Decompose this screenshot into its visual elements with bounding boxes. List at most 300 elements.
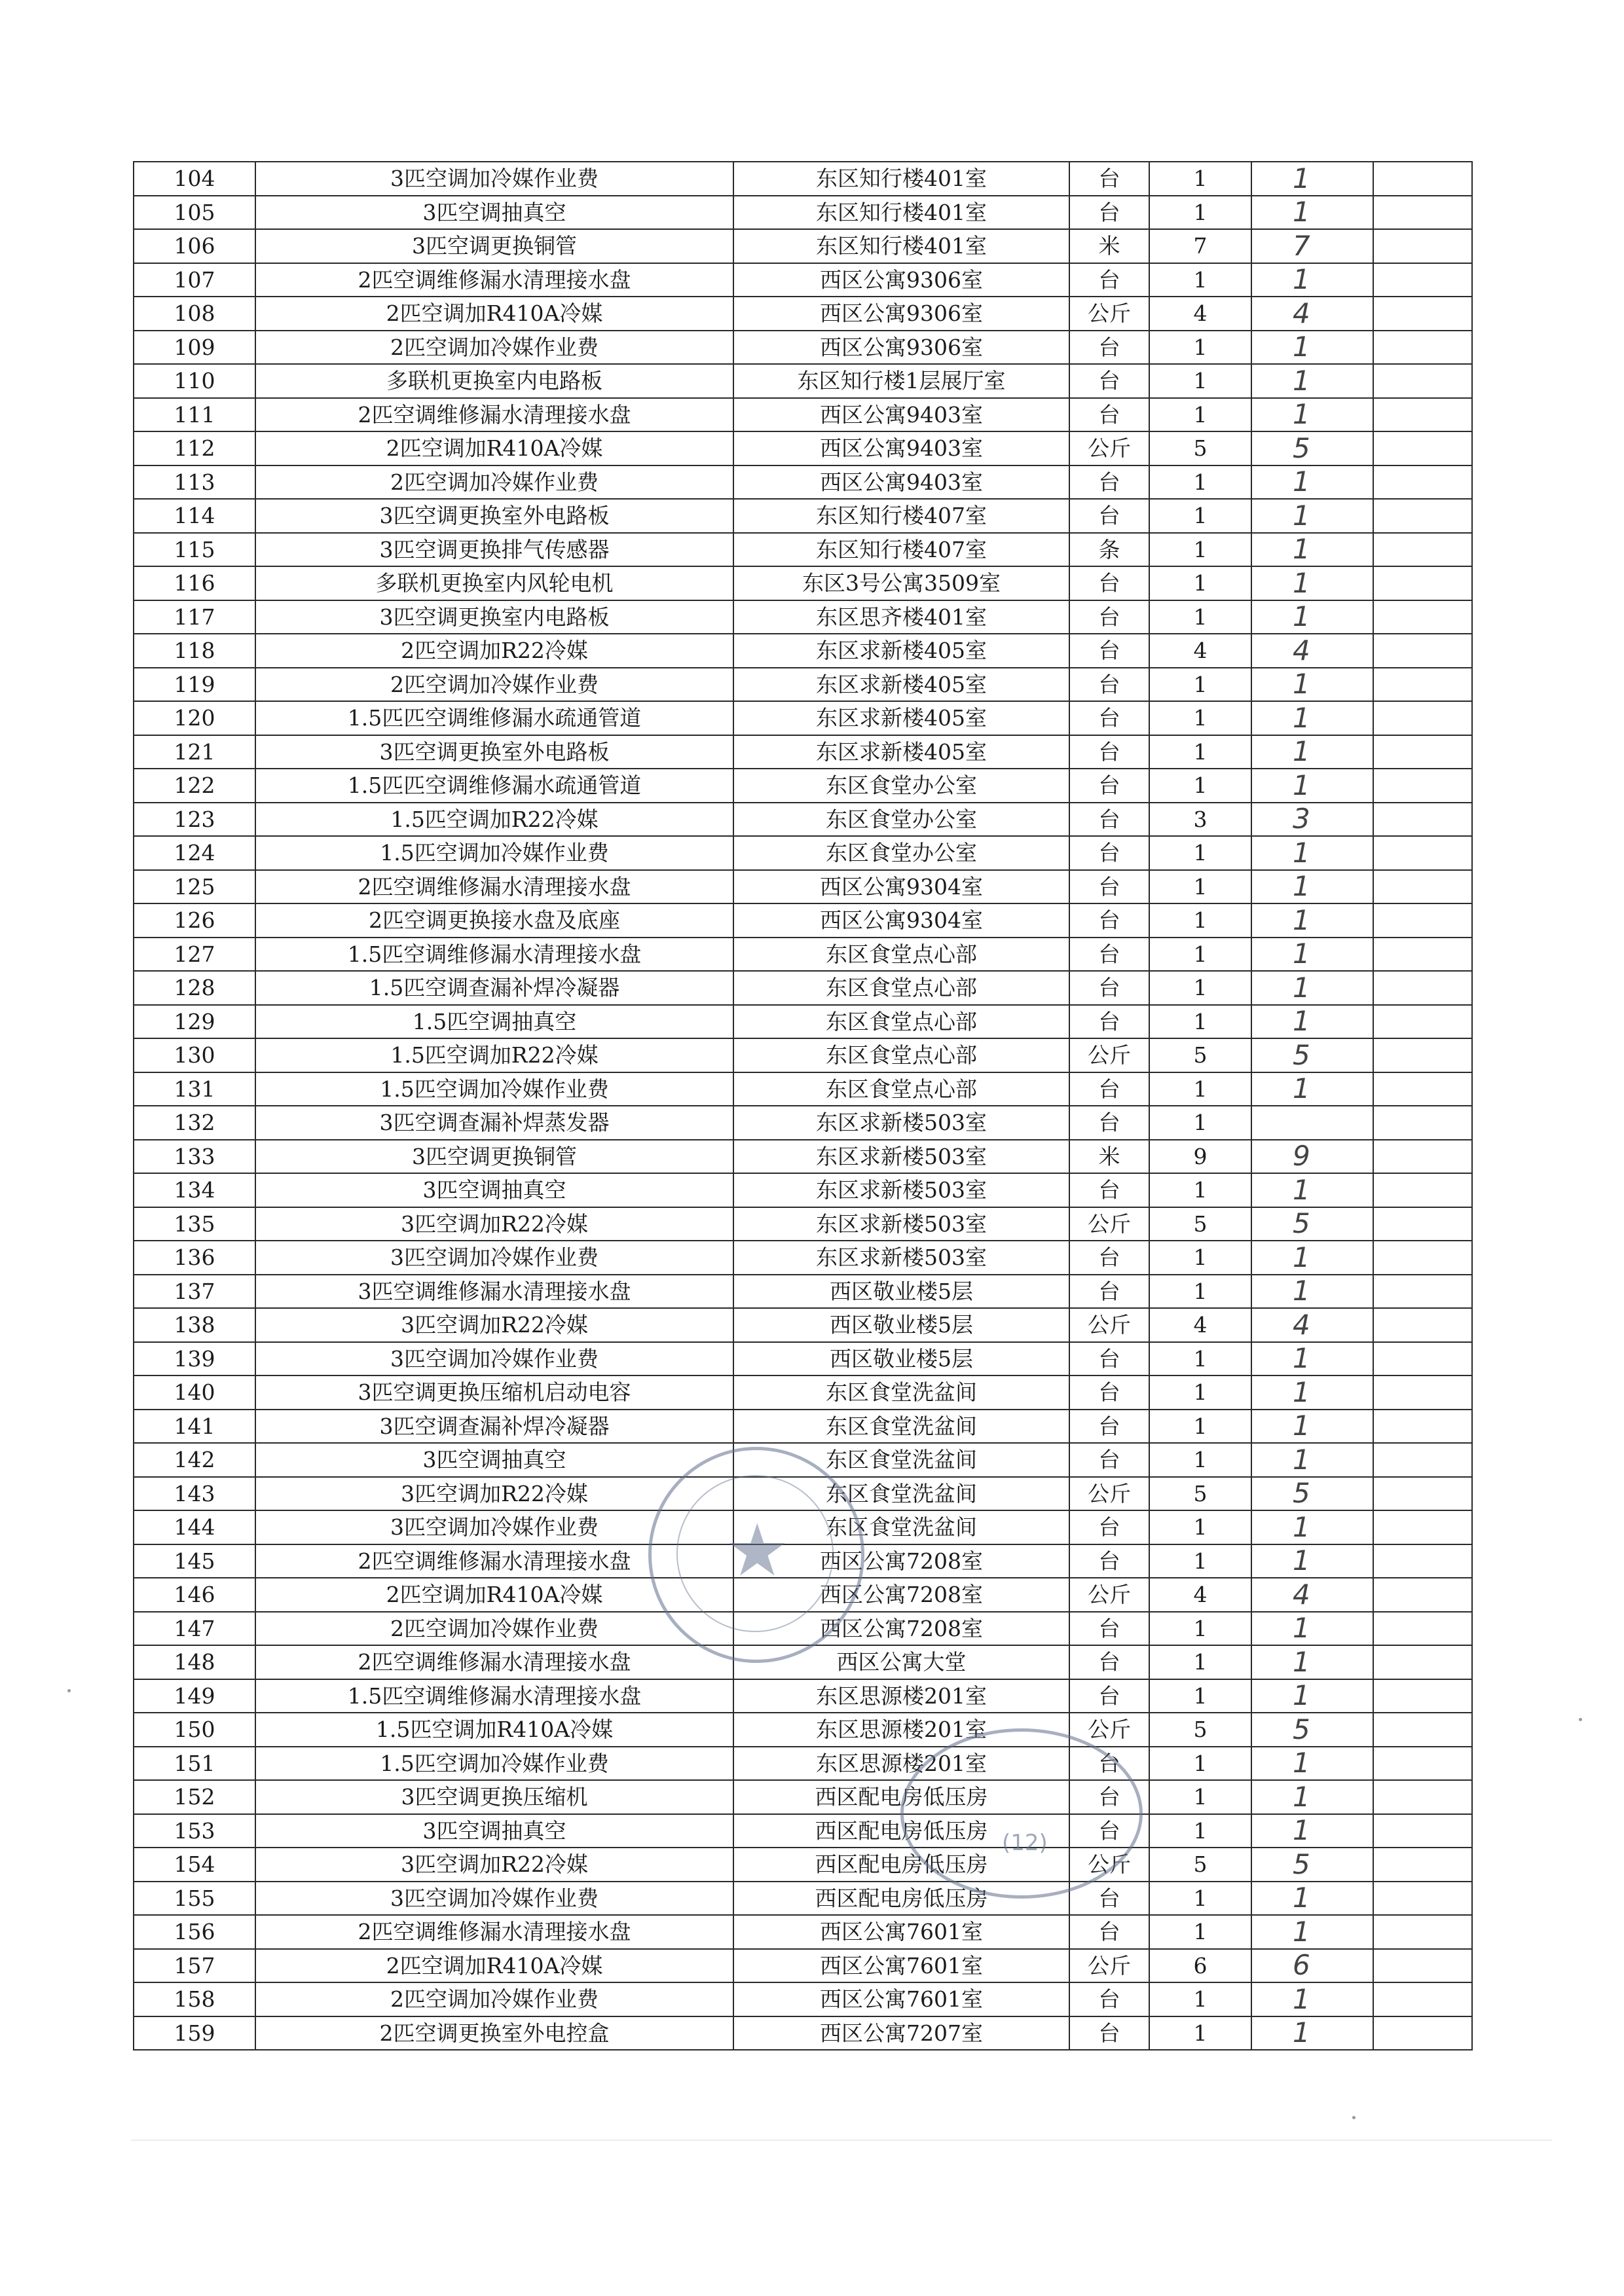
remarks-cell	[1373, 1949, 1472, 1983]
quantity-cell: 7	[1149, 229, 1251, 263]
row-number-cell: 111	[134, 398, 255, 432]
remarks-cell	[1373, 1308, 1472, 1342]
table-row	[134, 1982, 1472, 2016]
unit-cell: 台	[1069, 499, 1149, 533]
unit-cell: 台	[1069, 1275, 1149, 1309]
unit-cell: 台	[1069, 1173, 1149, 1207]
item-description-cell: 1.5匹空调维修漏水清理接水盘	[255, 938, 733, 972]
row-number-cell: 137	[134, 1275, 255, 1309]
unit-cell: 台	[1069, 600, 1149, 634]
table-row	[134, 1410, 1472, 1444]
handwritten-check-cell: 5	[1251, 1477, 1373, 1511]
quantity-cell: 5	[1149, 1477, 1251, 1511]
item-description-cell: 3匹空调加冷媒作业费	[255, 1882, 733, 1916]
row-number-cell: 107	[134, 263, 255, 297]
unit-cell: 台	[1069, 1005, 1149, 1039]
remarks-cell	[1373, 465, 1472, 500]
item-description-cell: 1.5匹空调维修漏水清理接水盘	[255, 1679, 733, 1713]
unit-cell: 台	[1069, 971, 1149, 1005]
location-cell: 东区求新楼405室	[733, 634, 1069, 668]
remarks-cell	[1373, 1544, 1472, 1578]
quantity-cell: 1	[1149, 870, 1251, 904]
handwritten-check-cell: 1	[1251, 1443, 1373, 1477]
unit-cell: 台	[1069, 1679, 1149, 1713]
unit-cell: 台	[1069, 1982, 1149, 2016]
table-row	[134, 2016, 1472, 2050]
handwritten-check-cell: 1	[1251, 600, 1373, 634]
quantity-cell: 1	[1149, 1510, 1251, 1544]
row-number-cell: 151	[134, 1747, 255, 1781]
table-row	[134, 431, 1472, 465]
location-cell: 东区食堂点心部	[733, 971, 1069, 1005]
unit-cell: 公斤	[1069, 1578, 1149, 1612]
table-row	[134, 668, 1472, 702]
quantity-cell: 4	[1149, 1308, 1251, 1342]
table-row	[134, 1173, 1472, 1207]
unit-cell: 公斤	[1069, 1713, 1149, 1747]
row-number-cell: 118	[134, 634, 255, 668]
item-description-cell: 3匹空调更换铜管	[255, 229, 733, 263]
table-row	[134, 1443, 1472, 1477]
unit-cell: 公斤	[1069, 1308, 1149, 1342]
remarks-cell	[1373, 1005, 1472, 1039]
handwritten-check-cell: 1	[1251, 1510, 1373, 1544]
row-number-cell: 157	[134, 1949, 255, 1983]
handwritten-check-cell: 1	[1251, 1376, 1373, 1410]
table-row	[134, 1241, 1472, 1275]
quantity-cell: 1	[1149, 465, 1251, 500]
table-row	[134, 465, 1472, 500]
item-description-cell: 2匹空调加R410A冷媒	[255, 431, 733, 465]
unit-cell: 台	[1069, 1342, 1149, 1376]
location-cell: 东区食堂办公室	[733, 803, 1069, 837]
location-cell: 东区求新楼503室	[733, 1173, 1069, 1207]
remarks-cell	[1373, 870, 1472, 904]
unit-cell: 台	[1069, 938, 1149, 972]
location-cell: 东区食堂洗盆间	[733, 1510, 1069, 1544]
quantity-cell: 5	[1149, 1038, 1251, 1072]
item-description-cell: 1.5匹匹空调维修漏水疏通管道	[255, 769, 733, 803]
remarks-cell	[1373, 297, 1472, 331]
quantity-cell: 1	[1149, 1106, 1251, 1140]
table-row	[134, 634, 1472, 668]
location-cell: 东区知行楼407室	[733, 499, 1069, 533]
item-description-cell: 2匹空调加冷媒作业费	[255, 331, 733, 365]
item-description-cell: 3匹空调抽真空	[255, 1443, 733, 1477]
remarks-cell	[1373, 263, 1472, 297]
item-description-cell: 2匹空调加冷媒作业费	[255, 465, 733, 500]
item-description-cell: 多联机更换室内电路板	[255, 364, 733, 398]
quantity-cell: 1	[1149, 263, 1251, 297]
remarks-cell	[1373, 735, 1472, 769]
scan-speck	[67, 1689, 71, 1692]
unit-cell: 台	[1069, 1072, 1149, 1106]
table-row	[134, 1038, 1472, 1072]
row-number-cell: 126	[134, 903, 255, 938]
item-description-cell: 多联机更换室内风轮电机	[255, 566, 733, 600]
table-row	[134, 1005, 1472, 1039]
handwritten-check-cell: 1	[1251, 398, 1373, 432]
location-cell: 东区食堂办公室	[733, 836, 1069, 870]
remarks-cell	[1373, 769, 1472, 803]
location-cell: 西区公寓大堂	[733, 1645, 1069, 1679]
table-row	[134, 229, 1472, 263]
unit-cell: 台	[1069, 1882, 1149, 1916]
unit-cell: 公斤	[1069, 297, 1149, 331]
remarks-cell	[1373, 566, 1472, 600]
row-number-cell: 136	[134, 1241, 255, 1275]
quantity-cell: 1	[1149, 1679, 1251, 1713]
handwritten-check-cell: 1	[1251, 971, 1373, 1005]
quantity-cell: 1	[1149, 1645, 1251, 1679]
remarks-cell	[1373, 1410, 1472, 1444]
item-description-cell: 3匹空调加R22冷媒	[255, 1477, 733, 1511]
quantity-cell: 1	[1149, 1814, 1251, 1848]
quantity-cell: 5	[1149, 431, 1251, 465]
quantity-cell: 1	[1149, 903, 1251, 938]
official-seal-stamp: ★	[648, 1447, 864, 1663]
location-cell: 东区食堂点心部	[733, 938, 1069, 972]
row-number-cell: 104	[134, 162, 255, 196]
unit-cell: 台	[1069, 836, 1149, 870]
table-row	[134, 1612, 1472, 1646]
quantity-cell: 4	[1149, 634, 1251, 668]
handwritten-check-cell: 1	[1251, 1982, 1373, 2016]
location-cell: 西区公寓9403室	[733, 398, 1069, 432]
handwritten-check-cell: 9	[1251, 1140, 1373, 1174]
remarks-cell	[1373, 1106, 1472, 1140]
item-description-cell: 3匹空调加R22冷媒	[255, 1207, 733, 1241]
item-description-cell: 1.5匹空调加R410A冷媒	[255, 1713, 733, 1747]
quantity-cell: 1	[1149, 1005, 1251, 1039]
item-description-cell: 3匹空调更换压缩机启动电容	[255, 1376, 733, 1410]
remarks-cell	[1373, 533, 1472, 567]
item-description-cell: 3匹空调更换铜管	[255, 1140, 733, 1174]
table-row	[134, 1544, 1472, 1578]
remarks-cell	[1373, 1679, 1472, 1713]
handwritten-check-cell: 1	[1251, 162, 1373, 196]
quantity-cell: 1	[1149, 701, 1251, 735]
table-row	[134, 499, 1472, 533]
row-number-cell: 146	[134, 1578, 255, 1612]
row-number-cell: 144	[134, 1510, 255, 1544]
item-description-cell: 2匹空调维修漏水清理接水盘	[255, 870, 733, 904]
table-row	[134, 971, 1472, 1005]
quantity-cell: 1	[1149, 331, 1251, 365]
quantity-cell: 1	[1149, 836, 1251, 870]
row-number-cell: 140	[134, 1376, 255, 1410]
handwritten-check-cell: 1	[1251, 668, 1373, 702]
handwritten-check-cell: 1	[1251, 1410, 1373, 1444]
row-number-cell: 156	[134, 1915, 255, 1949]
remarks-cell	[1373, 971, 1472, 1005]
unit-cell: 台	[1069, 162, 1149, 196]
location-cell: 西区敬业楼5层	[733, 1275, 1069, 1309]
handwritten-check-cell: 5	[1251, 1713, 1373, 1747]
handwritten-check-cell	[1251, 1106, 1373, 1140]
row-number-cell: 141	[134, 1410, 255, 1444]
quantity-cell: 1	[1149, 1780, 1251, 1814]
handwritten-check-cell: 1	[1251, 870, 1373, 904]
row-number-cell: 150	[134, 1713, 255, 1747]
location-cell: 东区思源楼201室	[733, 1679, 1069, 1713]
location-cell: 东区食堂洗盆间	[733, 1443, 1069, 1477]
unit-cell: 台	[1069, 769, 1149, 803]
location-cell: 西区公寓7601室	[733, 1982, 1069, 2016]
row-number-cell: 116	[134, 566, 255, 600]
table-row	[134, 938, 1472, 972]
table-row	[134, 1072, 1472, 1106]
handwritten-check-cell: 1	[1251, 1915, 1373, 1949]
location-cell: 西区公寓7208室	[733, 1612, 1069, 1646]
unit-cell: 台	[1069, 2016, 1149, 2050]
remarks-cell	[1373, 162, 1472, 196]
row-number-cell: 109	[134, 331, 255, 365]
unit-cell: 公斤	[1069, 1207, 1149, 1241]
table-row	[134, 1780, 1472, 1814]
location-cell: 西区公寓9306室	[733, 297, 1069, 331]
unit-cell: 公斤	[1069, 1949, 1149, 1983]
unit-cell: 公斤	[1069, 431, 1149, 465]
table-row	[134, 263, 1472, 297]
item-description-cell: 2匹空调维修漏水清理接水盘	[255, 1915, 733, 1949]
item-description-cell: 2匹空调加冷媒作业费	[255, 668, 733, 702]
row-number-cell: 120	[134, 701, 255, 735]
location-cell: 东区食堂点心部	[733, 1005, 1069, 1039]
item-description-cell: 3匹空调更换压缩机	[255, 1780, 733, 1814]
unit-cell: 台	[1069, 1510, 1149, 1544]
quantity-cell: 1	[1149, 1173, 1251, 1207]
handwritten-check-cell: 1	[1251, 701, 1373, 735]
table-row	[134, 836, 1472, 870]
remarks-cell	[1373, 1207, 1472, 1241]
table-row	[134, 903, 1472, 938]
quantity-cell: 1	[1149, 162, 1251, 196]
remarks-cell	[1373, 634, 1472, 668]
unit-cell: 台	[1069, 364, 1149, 398]
row-number-cell: 138	[134, 1308, 255, 1342]
table-row	[134, 735, 1472, 769]
row-number-cell: 159	[134, 2016, 255, 2050]
location-cell: 东区食堂点心部	[733, 1072, 1069, 1106]
quantity-cell: 1	[1149, 2016, 1251, 2050]
row-number-cell: 152	[134, 1780, 255, 1814]
remarks-cell	[1373, 903, 1472, 938]
table-row	[134, 803, 1472, 837]
table-row	[134, 1342, 1472, 1376]
unit-cell: 台	[1069, 1780, 1149, 1814]
remarks-cell	[1373, 836, 1472, 870]
item-description-cell: 3匹空调加冷媒作业费	[255, 162, 733, 196]
remarks-cell	[1373, 803, 1472, 837]
location-cell: 东区求新楼503室	[733, 1106, 1069, 1140]
quantity-cell: 1	[1149, 1544, 1251, 1578]
handwritten-check-cell: 1	[1251, 1679, 1373, 1713]
row-number-cell: 147	[134, 1612, 255, 1646]
row-number-cell: 154	[134, 1848, 255, 1882]
remarks-cell	[1373, 1072, 1472, 1106]
remarks-cell	[1373, 331, 1472, 365]
scan-speck	[1579, 1718, 1582, 1721]
handwritten-check-cell: 4	[1251, 634, 1373, 668]
item-description-cell: 3匹空调更换室外电路板	[255, 499, 733, 533]
location-cell: 东区思齐楼401室	[733, 600, 1069, 634]
handwritten-check-cell: 1	[1251, 263, 1373, 297]
location-cell: 西区公寓9304室	[733, 870, 1069, 904]
quantity-cell: 1	[1149, 1376, 1251, 1410]
location-cell: 西区公寓9306室	[733, 263, 1069, 297]
handwritten-check-cell: 1	[1251, 735, 1373, 769]
handwritten-check-cell: 5	[1251, 431, 1373, 465]
remarks-cell	[1373, 938, 1472, 972]
remarks-cell	[1373, 1140, 1472, 1174]
handwritten-check-cell: 1	[1251, 1645, 1373, 1679]
location-cell: 西区公寓9403室	[733, 431, 1069, 465]
location-cell: 西区公寓7208室	[733, 1578, 1069, 1612]
table-row	[134, 1679, 1472, 1713]
handwritten-check-cell: 1	[1251, 1342, 1373, 1376]
handwritten-check-cell: 1	[1251, 1072, 1373, 1106]
item-description-cell: 2匹空调加R410A冷媒	[255, 297, 733, 331]
row-number-cell: 119	[134, 668, 255, 702]
unit-cell: 公斤	[1069, 1477, 1149, 1511]
handwritten-check-cell: 1	[1251, 1780, 1373, 1814]
handwritten-check-cell: 1	[1251, 1882, 1373, 1916]
handwritten-check-cell: 1	[1251, 1241, 1373, 1275]
item-description-cell: 3匹空调更换室外电路板	[255, 735, 733, 769]
row-number-cell: 127	[134, 938, 255, 972]
location-cell: 东区求新楼503室	[733, 1140, 1069, 1174]
table-row	[134, 331, 1472, 365]
item-description-cell: 3匹空调加冷媒作业费	[255, 1241, 733, 1275]
item-description-cell: 1.5匹空调加冷媒作业费	[255, 836, 733, 870]
quantity-cell: 6	[1149, 1949, 1251, 1983]
item-description-cell: 2匹空调维修漏水清理接水盘	[255, 398, 733, 432]
quantity-cell: 1	[1149, 668, 1251, 702]
location-cell: 东区知行楼1层展厅室	[733, 364, 1069, 398]
row-number-cell: 124	[134, 836, 255, 870]
location-cell: 东区食堂洗盆间	[733, 1376, 1069, 1410]
quantity-cell: 1	[1149, 196, 1251, 230]
item-description-cell: 1.5匹空调加冷媒作业费	[255, 1747, 733, 1781]
row-number-cell: 112	[134, 431, 255, 465]
remarks-cell	[1373, 668, 1472, 702]
location-cell: 西区公寓9306室	[733, 331, 1069, 365]
table-row	[134, 1308, 1472, 1342]
table-row	[134, 533, 1472, 567]
unit-cell: 台	[1069, 566, 1149, 600]
quantity-cell: 1	[1149, 938, 1251, 972]
remarks-cell	[1373, 1713, 1472, 1747]
row-number-cell: 130	[134, 1038, 255, 1072]
item-description-cell: 3匹空调更换排气传感器	[255, 533, 733, 567]
table-row	[134, 297, 1472, 331]
remarks-cell	[1373, 196, 1472, 230]
item-description-cell: 1.5匹空调加R22冷媒	[255, 1038, 733, 1072]
handwritten-check-cell: 4	[1251, 297, 1373, 331]
item-description-cell: 1.5匹空调加R22冷媒	[255, 803, 733, 837]
handwritten-check-cell: 1	[1251, 2016, 1373, 2050]
remarks-cell	[1373, 1814, 1472, 1848]
table-row	[134, 1645, 1472, 1679]
quantity-cell: 4	[1149, 1578, 1251, 1612]
table-row	[134, 566, 1472, 600]
quantity-cell: 1	[1149, 1443, 1251, 1477]
unit-cell: 台	[1069, 1241, 1149, 1275]
quantity-cell: 5	[1149, 1207, 1251, 1241]
table-row	[134, 398, 1472, 432]
handwritten-check-cell: 1	[1251, 903, 1373, 938]
row-number-cell: 123	[134, 803, 255, 837]
table-row	[134, 1275, 1472, 1309]
quantity-cell: 1	[1149, 1982, 1251, 2016]
row-number-cell: 117	[134, 600, 255, 634]
page-bottom-rule	[131, 2140, 1552, 2141]
location-cell: 东区求新楼405室	[733, 701, 1069, 735]
quantity-cell: 1	[1149, 533, 1251, 567]
handwritten-check-cell: 1	[1251, 1814, 1373, 1848]
item-description-cell: 3匹空调维修漏水清理接水盘	[255, 1275, 733, 1309]
unit-cell: 米	[1069, 1140, 1149, 1174]
unit-cell: 台	[1069, 1915, 1149, 1949]
location-cell: 西区公寓7601室	[733, 1949, 1069, 1983]
location-cell: 东区知行楼401室	[733, 162, 1069, 196]
quantity-cell: 1	[1149, 398, 1251, 432]
item-description-cell: 2匹空调加R410A冷媒	[255, 1578, 733, 1612]
table-row	[134, 1713, 1472, 1747]
quantity-cell: 1	[1149, 1275, 1251, 1309]
handwritten-check-cell: 1	[1251, 196, 1373, 230]
handwritten-check-cell: 5	[1251, 1207, 1373, 1241]
handwritten-check-cell: 7	[1251, 229, 1373, 263]
unit-cell: 公斤	[1069, 1038, 1149, 1072]
item-description-cell: 2匹空调加冷媒作业费	[255, 1612, 733, 1646]
handwritten-check-cell: 1	[1251, 1747, 1373, 1781]
row-number-cell: 149	[134, 1679, 255, 1713]
item-description-cell: 3匹空调加R22冷媒	[255, 1308, 733, 1342]
remarks-cell	[1373, 1747, 1472, 1781]
handwritten-check-cell: 1	[1251, 1544, 1373, 1578]
quantity-cell: 1	[1149, 566, 1251, 600]
row-number-cell: 115	[134, 533, 255, 567]
table-row	[134, 1949, 1472, 1983]
item-description-cell: 3匹空调查漏补焊冷凝器	[255, 1410, 733, 1444]
remarks-cell	[1373, 1038, 1472, 1072]
handwritten-check-cell: 1	[1251, 1612, 1373, 1646]
row-number-cell: 131	[134, 1072, 255, 1106]
unit-cell: 公斤	[1069, 1848, 1149, 1882]
quantity-cell: 1	[1149, 1882, 1251, 1916]
table-row	[134, 1376, 1472, 1410]
remarks-cell	[1373, 229, 1472, 263]
unit-cell: 台	[1069, 263, 1149, 297]
table-row	[134, 1106, 1472, 1140]
row-number-cell: 125	[134, 870, 255, 904]
location-cell: 东区求新楼503室	[733, 1241, 1069, 1275]
remarks-cell	[1373, 1443, 1472, 1477]
row-number-cell: 148	[134, 1645, 255, 1679]
handwritten-check-cell: 1	[1251, 566, 1373, 600]
row-number-cell: 106	[134, 229, 255, 263]
item-description-cell: 2匹空调维修漏水清理接水盘	[255, 263, 733, 297]
location-cell: 东区思源楼201室	[733, 1713, 1069, 1747]
handwritten-check-cell: 5	[1251, 1038, 1373, 1072]
location-cell: 西区敬业楼5层	[733, 1308, 1069, 1342]
remarks-cell	[1373, 1342, 1472, 1376]
quantity-cell: 1	[1149, 364, 1251, 398]
table-row	[134, 1207, 1472, 1241]
quantity-cell: 1	[1149, 1747, 1251, 1781]
